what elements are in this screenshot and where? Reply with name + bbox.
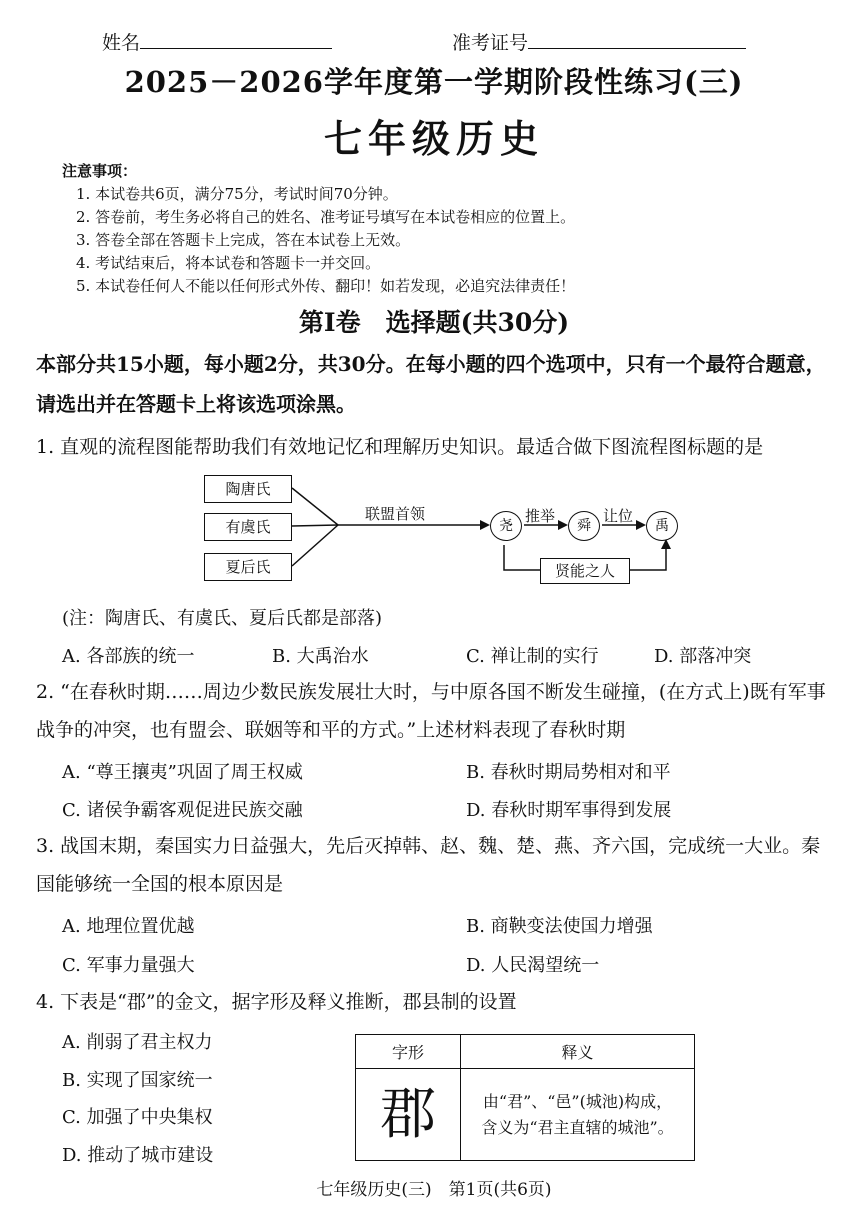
notes-heading: 注意事项： [62,162,138,180]
q1-option-a[interactable]: A. 各部族的统一 [62,646,195,667]
q2-option-b[interactable]: B. 春秋时期局势相对和平 [466,762,671,783]
section-title: 第Ⅰ卷 选择题(共30分) [298,308,570,337]
q2-stem: 2. “在春秋时期……周边少数民族发展壮大时，与中原各国不断发生碰撞，(在方式上)既有军事战争的冲突，也有盟会、联姻等和平的方式。”上述材料表现了春秋时期 [36,681,826,741]
meaning-line: 含义为“君主直辖的城池”。 [481,1117,674,1137]
tribe-box: 有虞氏 [204,513,292,541]
id-blank [528,30,746,49]
q1-option-c[interactable]: C. 禅让制的实行 [466,646,599,667]
note-item: 3. 答卷全部在答题卡上完成，答在本试卷上无效。 [76,231,411,249]
q4-option-b[interactable]: B. 实现了国家统一 [62,1070,213,1091]
leader-node: 尧 [490,511,522,541]
q4-stem: 4. 下表是“郡”的金文，据字形及释义推断，郡县制的设置 [36,991,517,1013]
q2-option-c[interactable]: C. 诸侯争霸客观促进民族交融 [62,800,303,821]
virtuous-person-box: 贤能之人 [540,558,630,584]
leader-node: 禹 [646,511,678,541]
table-header-meaning: 释义 [461,1035,695,1069]
id-field [452,28,746,55]
tribe-box: 夏后氏 [204,553,292,581]
note-item: 4. 考试结束后，将本试卷和答题卡一并交回。 [76,254,381,272]
q3-option-a[interactable]: A. 地理位置优越 [62,916,195,937]
q1-option-b[interactable]: B. 大禹治水 [272,646,369,667]
note-item: 1. 本试卷共6页，满分75分，考试时间70分钟。 [76,185,398,203]
leader-node: 舜 [568,511,600,541]
q4-option-c[interactable]: C. 加强了中央集权 [62,1107,213,1128]
q2-option-a[interactable]: A. “尊王攘夷”巩固了周王权威 [62,762,303,783]
alliance-leader-label: 联盟首领 [365,505,426,523]
section-instructions: 本部分共15小题，每小题2分，共30分。在每小题的四个选项中，只有一个最符合题意，请选出并在答题卡上将该选项涂黑。 [36,352,826,416]
meaning-line: 由“君”、“邑”(城池)构成， [482,1091,673,1111]
jun-glyph: 郡 [380,1081,436,1147]
table-glyph-cell [356,1069,461,1161]
q3-option-c[interactable]: C. 军事力量强大 [62,955,195,976]
note-item: 5. 本试卷任何人不能以任何形式外传、翻印！如若发现，必追究法律责任！ [76,277,576,295]
q3-stem: 3. 战国末期，秦国实力日益强大，先后灭掉韩、赵、魏、楚、燕、齐六国，完成统一大业。秦国能够统一全国的根本原因是 [36,835,821,895]
name-field [102,28,332,55]
name-label: 姓名 [102,32,141,54]
table-meaning-cell [461,1069,695,1161]
q2-option-d[interactable]: D. 春秋时期军事得到发展 [466,800,672,821]
q4-option-a[interactable]: A. 削弱了君主权力 [62,1032,213,1053]
note-item: 2. 答卷前，考生务必将自己的姓名、准考证号填写在本试卷相应的位置上。 [76,208,576,226]
subject-title: 七年级历史 [323,116,544,161]
tribe-box: 陶唐氏 [204,475,292,503]
page-footer: 七年级历史(三) 第1页(共6页) [316,1180,552,1200]
name-blank [140,30,332,49]
q1-stem: 1. 直观的流程图能帮助我们有效地记忆和理解历史知识。最适合做下图流程图标题的是 [36,436,764,458]
q3-option-d[interactable]: D. 人民渴望统一 [466,955,600,976]
edge-label-recommend: 推举 [525,507,556,525]
exam-title: 2025－2026学年度第一学期阶段性练习(三) [124,65,744,99]
id-label: 准考证号 [452,32,529,54]
q1-flow-diagram [200,470,700,590]
glyph-table [355,1034,695,1161]
q4-option-d[interactable]: D. 推动了城市建设 [62,1145,214,1166]
q1-note: (注：陶唐氏、有虞氏、夏后氏都是部落) [62,608,383,629]
table-header-glyph: 字形 [356,1035,461,1069]
q1-option-d[interactable]: D. 部落冲突 [654,646,752,667]
q3-option-b[interactable]: B. 商鞅变法使国力增强 [466,916,653,937]
edge-label-abdicate: 让位 [603,507,634,525]
